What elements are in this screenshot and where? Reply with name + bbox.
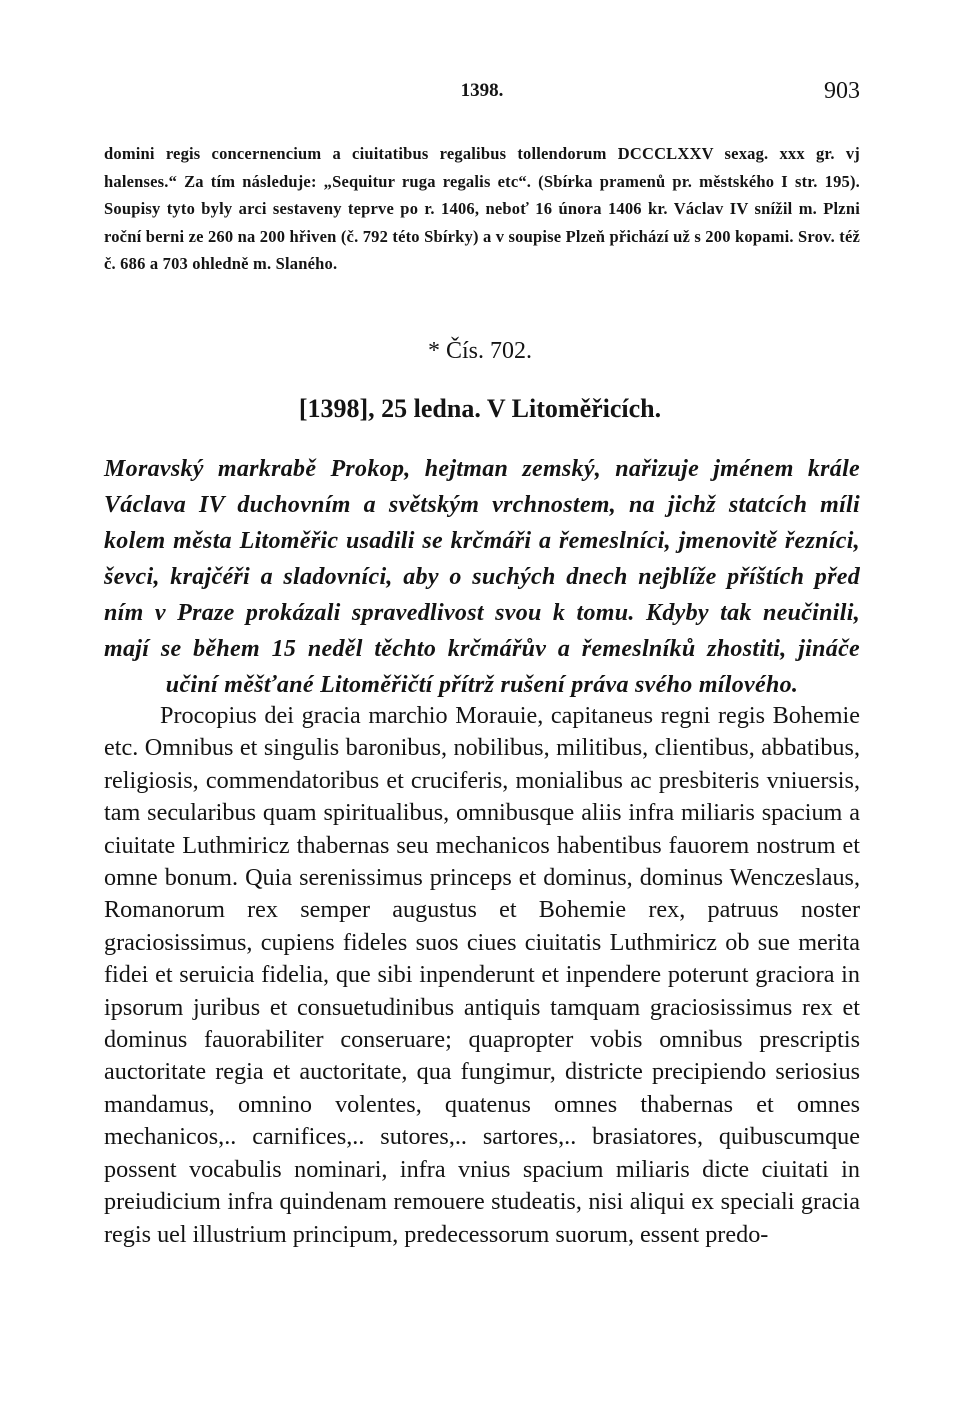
running-head-year: 1398. — [460, 80, 504, 101]
charter-paragraph: Procopius dei gracia marchio Morauie, capitaneus regni regis Bohemie etc. Omnibus et singulis baronibus, nobilibus, militibus, clientibus, abbatibus, religiosis, commendatoribus et cruciferis, monialibus ac presbiteris vniuersis, tam secularibus quam spiritualibus, omnibusque aliis infra miliaris spacium a ciuitate Luthmiricz thabernas seu mechanicos habentibus fauorem nostrum et omne bonum. Quia serenissimus princeps et dominus, dominus Wenczeslaus, Romanorum rex semper augustus et Bohemie rex, patruus noster graciosissimus, cupiens fideles suos ciues ciuitatis Luthmiricz ob sue merita fidei et seruicia fidelia, que sibi inpenderunt et inpendere poterunt graciora in ipsorum juribus et consuetudinibus antiquis tamquam graciosissimus rex et dominus fauorabiliter conseruare; quapropter vobis omnibus prescriptis auctoritate regia et auctoritate, qua fungimur, districte precipiendo seriosius mandamus, omnino volentes, quatenus omnes thabernas et omnes mechanicos,.. carnifices,.. sutores,.. sartores,.. brasiatores, quibuscumque possent vocabulis nominari, infra vnius spacium miliaris dicte ciuitati in preiudicium infra quindenam remouere studeatis, nisi aliqui ex speciali gracia regis uel illustrium principum, predecessorum suorum, essent predo- — [104, 702, 860, 1248]
footnote-text: domini regis concernencium a ciuitatibus regalibus tollendorum DCCCLXXV sexag. xxx gr. vj halenses.“ Za tím následuje: „Sequitur ruga regalis etc“. (Sbírka pramenů pr. městského I str. 195). Soupisy tyto byly arci sestaveny teprve po r. 1406, neboť 16 února 1406 kr. Václav IV snížil m. Plzni roční berni ze 260 na 200 hřiven (č. 792 této Sbírky) a v soupise Plzeň přichází už s 200 kopami. Srov. též č. 686 a 703 ohledně m. Slaného. — [104, 144, 860, 273]
document-number: * Čís. 702. — [427, 338, 532, 364]
page-number: 903 — [824, 78, 860, 104]
footnote-continuation — [104, 140, 860, 278]
charter-text — [104, 700, 860, 1251]
document-date-place: [1398], 25 ledna. V Litoměřicích. — [298, 394, 662, 423]
regest-summary — [104, 451, 860, 703]
regest-text: Moravský markrabě Prokop, hejtman zemský, nařizuje jménem krále Václava IV duchovním a světským vrchnostem, na jichž statcích míli kolem města Litoměřic usadili se krčmáři a řemeslníci, jmenovitě řezníci, ševci, krajčéři a sladovníci, aby o suchých dnech nejblíže příštích před ním v Praze prokázali spravedlivost svou k tomu. Kdyby tak neučinili, mají se během 15 neděl těchto krčmářův a řemeslníků zhostiti, jináče učiní měšťané Litoměřičtí přítrž rušení práva svého mílového. — [104, 456, 860, 698]
page-header — [104, 78, 860, 108]
